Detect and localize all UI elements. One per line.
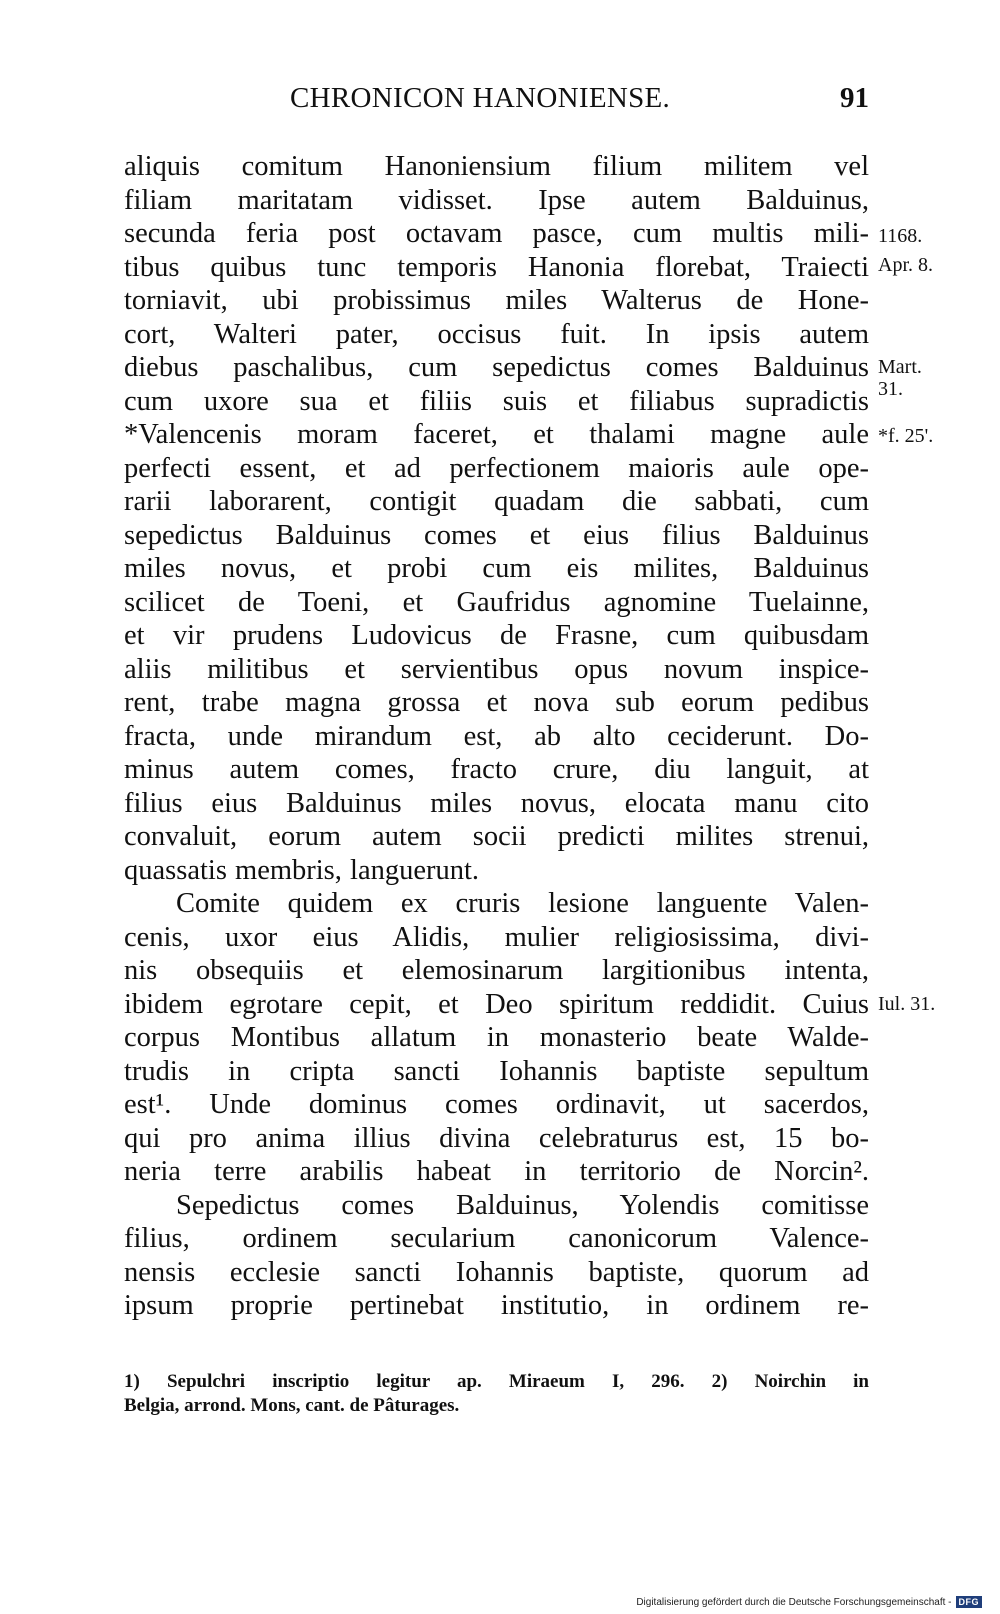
- text-line: rarii laborarent, contigit quadam die sabbati, cum: [124, 486, 869, 517]
- text-line: minus autem comes, fracto crure, diu languit, at: [124, 754, 869, 785]
- page-number: 91: [840, 82, 869, 114]
- text-line: convaluit, eorum autem socii predicti milites strenui,: [124, 821, 869, 852]
- text-line: filiam maritatam vidisset. Ipse autem Balduinus,: [124, 184, 869, 216]
- margin-note-date: Apr. 8.: [878, 254, 933, 276]
- text-line: tibus quibus tunc temporis Hanonia florebat, Traiecti: [124, 251, 869, 283]
- margin-note-year: 1168.: [878, 225, 923, 247]
- dfg-logo: DFG: [956, 1596, 983, 1608]
- text-line: qui pro anima illius divina celebraturus est, 15 bo-: [124, 1122, 869, 1154]
- text-line: *Valencenis moram faceret, et thalami magne aule: [124, 419, 869, 450]
- text-line: ipsum proprie pertinebat institutio, in ordinem re-: [124, 1290, 869, 1321]
- text-line: quassatis membris, languerunt.: [124, 854, 480, 886]
- text-line: sepedictus Balduinus comes et eius filius Balduinus: [124, 519, 869, 551]
- margin-note-month: Mart.: [878, 356, 922, 378]
- footnote-line: 1) Sepulchri inscriptio legitur ap. Miraeum I, 296. 2) Noirchin in: [124, 1371, 869, 1392]
- text-line: Comite quidem ex cruris lesione languente Valen-: [176, 888, 869, 919]
- body-text: [124, 150, 869, 1323]
- running-title: CHRONICON HANONIENSE.: [290, 82, 671, 114]
- text-line: torniavit, ubi probissimus miles Walterus de Hone-: [124, 285, 869, 316]
- digitization-credit: [636, 1596, 982, 1608]
- text-line: est¹. Unde dominus comes ordinavit, ut sacerdos,: [124, 1089, 869, 1120]
- text-line: neria terre arabilis habeat in territorio de Norcin².: [124, 1156, 869, 1187]
- text-line: diebus paschalibus, cum sepedictus comes Balduinus: [124, 352, 869, 383]
- text-line: nis obsequiis et elemosinarum largitionibus intenta,: [124, 955, 869, 986]
- footnotes: [124, 1370, 869, 1418]
- text-line: scilicet de Toeni, et Gaufridus agnomine Tuelainne,: [124, 586, 869, 618]
- text-line: Sepedictus comes Balduinus, Yolendis comitisse: [176, 1189, 869, 1221]
- footnote-line: Belgia, arrond. Mons, cant. de Pâturages.: [124, 1395, 460, 1416]
- text-line: perfecti essent, et ad perfectionem maioris aule ope-: [124, 452, 869, 484]
- text-line: filius, ordinem secularium canonicorum Valence-: [124, 1223, 869, 1254]
- text-line: cenis, uxor eius Alidis, mulier religiosissima, divi-: [124, 921, 869, 953]
- text-line: rent, trabe magna grossa et nova sub eorum pedibus: [124, 687, 869, 718]
- text-line: filius eius Balduinus miles novus, elocata manu cito: [124, 787, 869, 819]
- credit-text: Digitalisierung gefördert durch die Deutsche Forschungsgemeinschaft -: [636, 1596, 952, 1608]
- text-line: corpus Montibus allatum in monasterio beate Walde-: [124, 1022, 869, 1053]
- margin-note-folio: *f. 25'.: [878, 425, 934, 447]
- text-line: aliis militibus et servientibus opus novum inspice-: [124, 653, 869, 685]
- text-line: nensis ecclesie sancti Iohannis baptiste, quorum ad: [124, 1256, 869, 1288]
- text-line: aliquis comitum Hanoniensium filium militem vel: [124, 151, 869, 182]
- margin-note-day: 31.: [878, 378, 903, 400]
- margin-note-date: Iul. 31.: [878, 993, 936, 1015]
- text-line: fracta, unde mirandum est, ab alto ceciderunt. Do-: [124, 720, 869, 752]
- text-line: trudis in cripta sancti Iohannis baptiste sepultum: [124, 1055, 869, 1087]
- text-line: ibidem egrotare cepit, et Deo spiritum reddidit. Cuius: [124, 988, 869, 1020]
- text-line: cort, Walteri pater, occisus fuit. In ipsis autem: [124, 318, 869, 350]
- running-header: [124, 82, 869, 122]
- text-line: miles novus, et probi cum eis milites, Balduinus: [124, 553, 869, 584]
- text-line: secunda feria post octavam pasce, cum multis mili-: [124, 218, 869, 249]
- text-line: cum uxore sua et filiis suis et filiabus supradictis: [124, 385, 869, 417]
- text-line: et vir prudens Ludovicus de Frasne, cum quibusdam: [124, 620, 869, 651]
